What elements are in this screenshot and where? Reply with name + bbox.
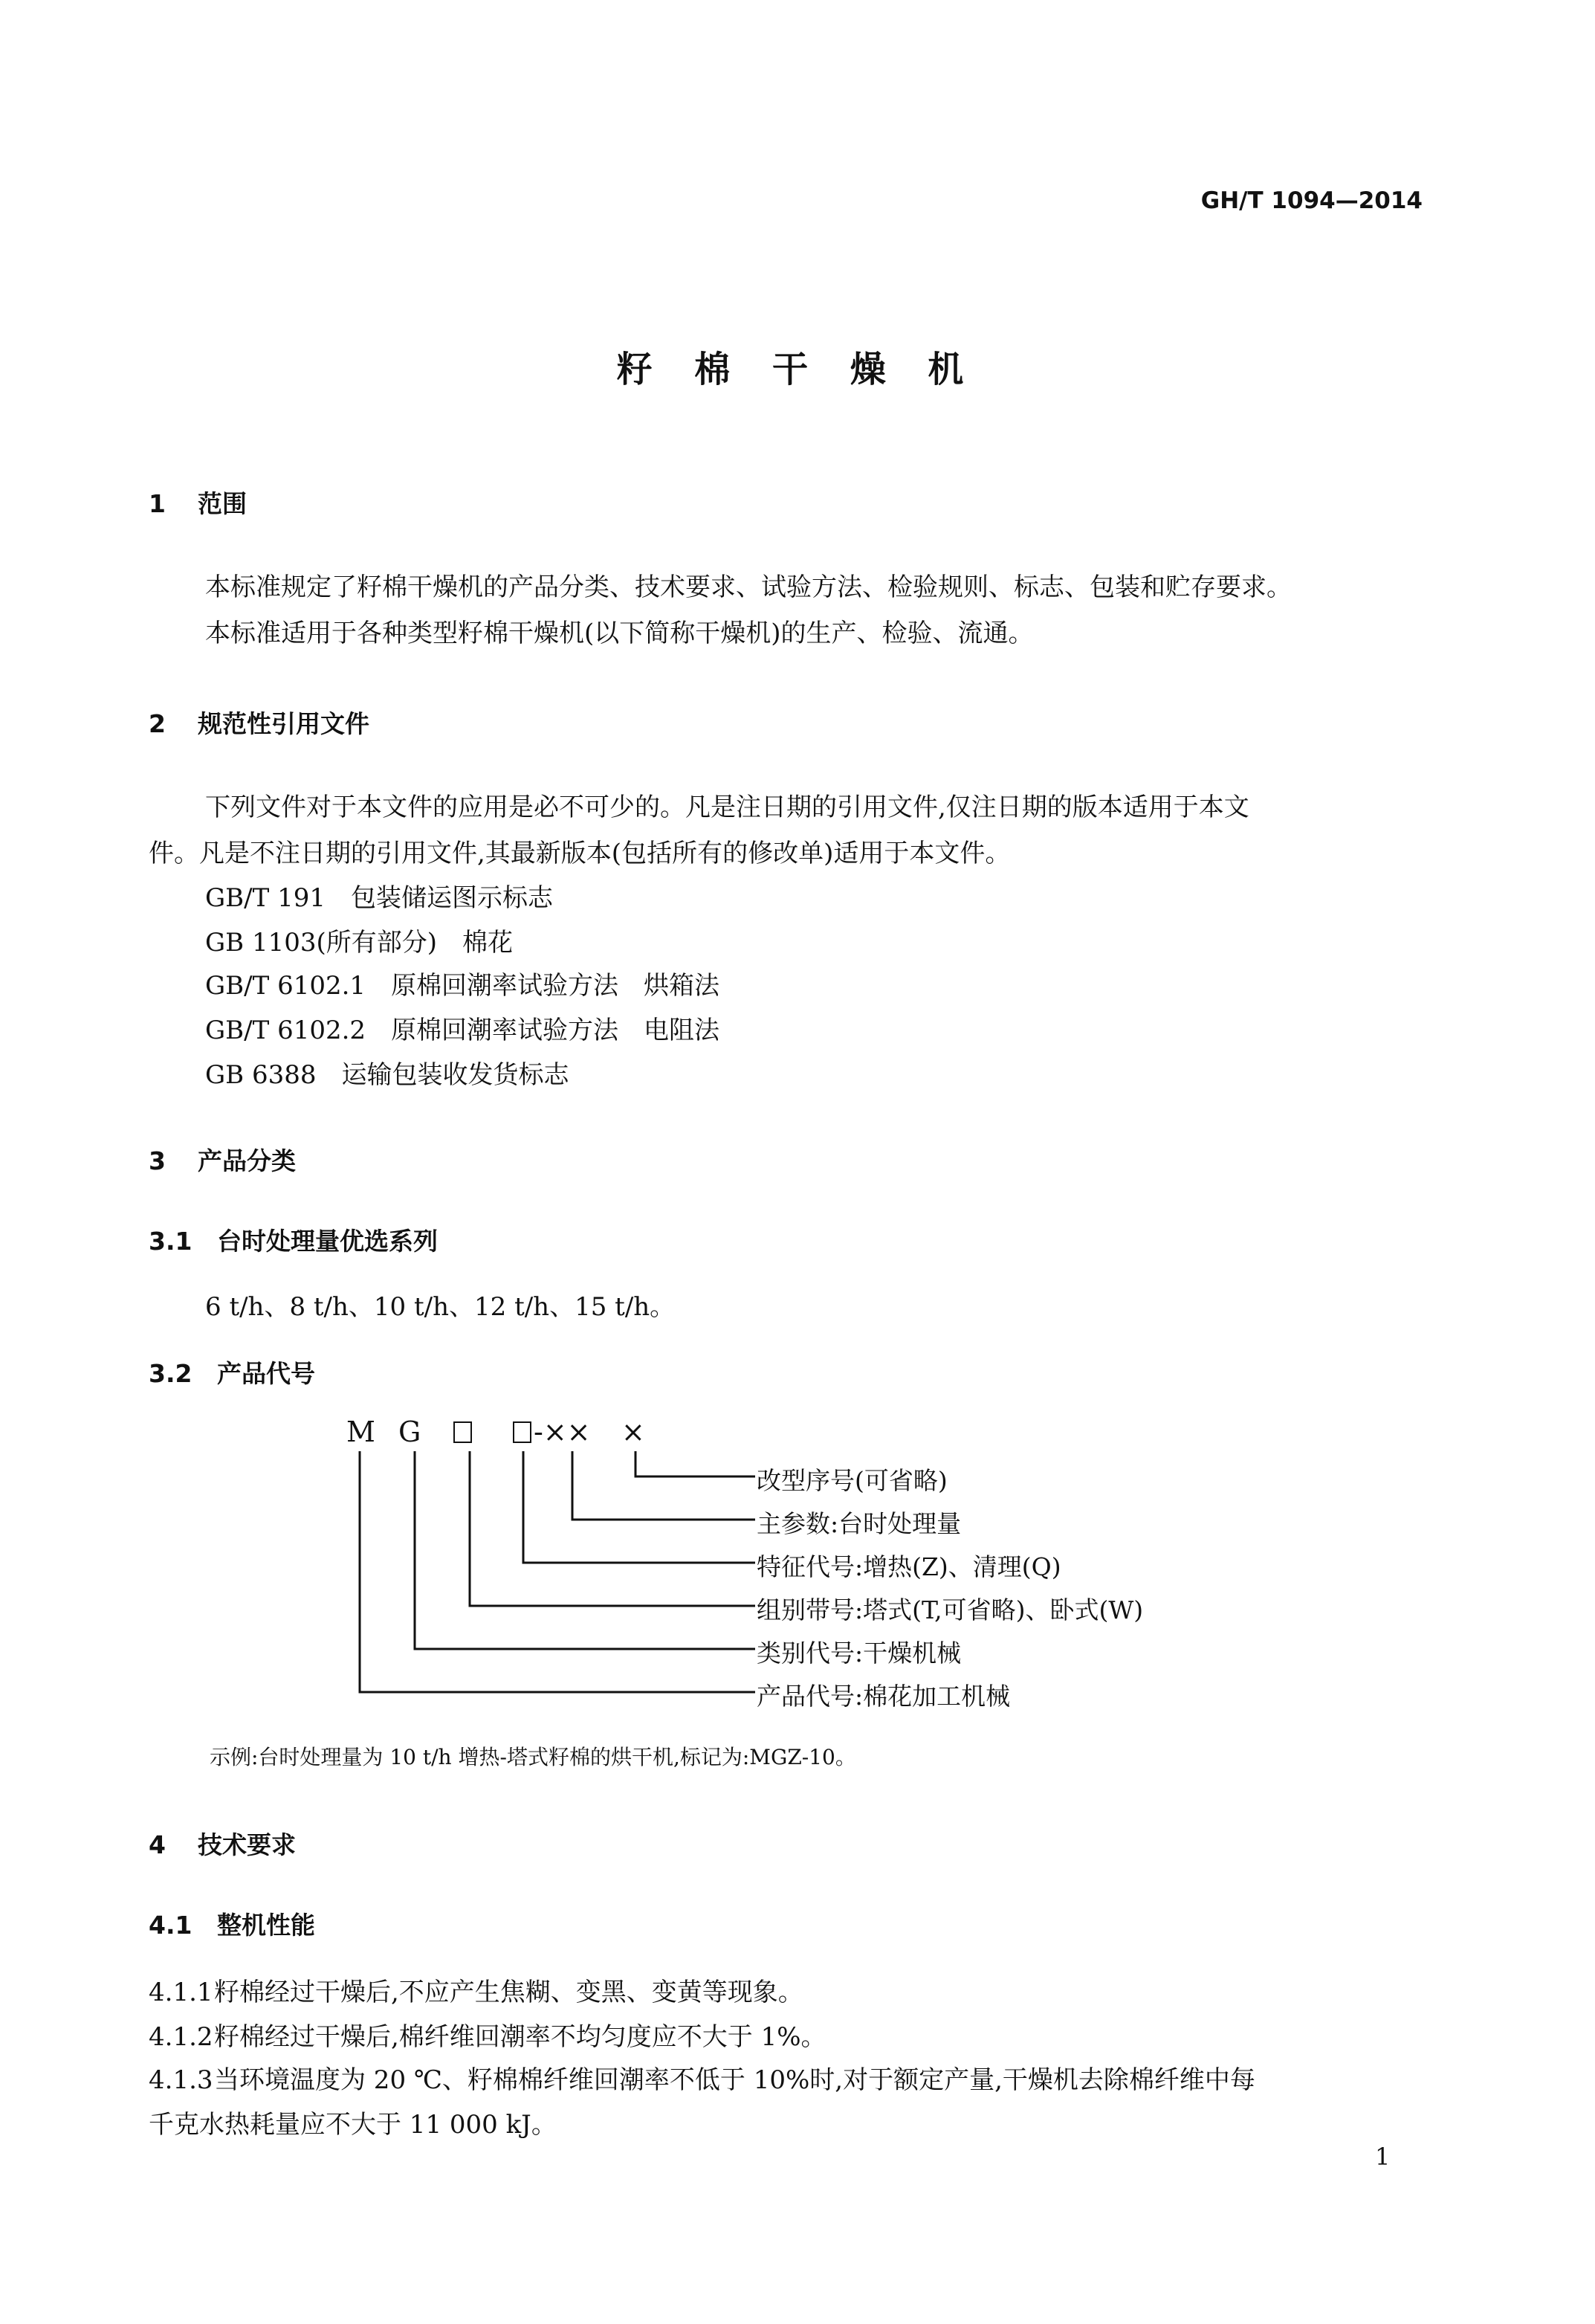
section-number: 1: [149, 489, 166, 518]
section-title: 台时处理量优选系列: [217, 1227, 438, 1256]
section-title: 技术要求: [198, 1830, 296, 1859]
leader-line: [470, 1451, 755, 1606]
page-title: 籽 棉 干 燥 机: [616, 349, 979, 390]
clause-number: 4.1.3: [149, 2065, 213, 2095]
leader-line: [523, 1451, 755, 1563]
reference-code: GB/T 6102.2: [205, 1016, 366, 1045]
section-number: 2: [149, 709, 166, 738]
section-number: 4.1: [149, 1911, 192, 1940]
paragraph: 本标准规定了籽棉干燥机的产品分类、技术要求、试验方法、检验规则、标志、包装和贮存要求。: [205, 572, 1292, 602]
leader-line: [572, 1451, 755, 1520]
clause-text: 籽棉经过干燥后,棉纤维回潮率不均匀度应不大于 1%。: [214, 2022, 826, 2052]
clause-number: 4.1.1: [149, 1978, 213, 2007]
section-title: 规范性引用文件: [198, 709, 369, 738]
leader-line: [635, 1451, 755, 1476]
clause-text: 籽棉经过干燥后,不应产生焦糊、变黑、变黄等现象。: [214, 1978, 803, 2007]
example-note: 示例:台时处理量为 10 t/h 增热-塔式籽棉的烘干机,标记为:MGZ-10。: [210, 1745, 856, 1769]
reference-code: GB/T 6102.1: [205, 971, 366, 1001]
subsection-4-1-heading: [149, 1906, 315, 1941]
reference-name: 原棉回潮率试验方法 电阻法: [391, 1016, 720, 1045]
section-title: 产品分类: [198, 1146, 296, 1175]
reference-name: 运输包装收发货标志: [341, 1060, 569, 1090]
reference-code: GB 6388: [205, 1060, 317, 1090]
section-number: 3.2: [149, 1359, 192, 1388]
reference-code: GB/T 191: [205, 883, 326, 913]
section-number: 3.1: [149, 1227, 192, 1256]
section-title: 整机性能: [217, 1911, 315, 1940]
clause-4-1-1: [149, 1972, 803, 2008]
reference-code: GB 1103(所有部分): [205, 928, 438, 958]
paragraph: 6 t/h、8 t/h、10 t/h、12 t/h、15 t/h。: [205, 1292, 676, 1322]
standard-number: GH/T 1094—2014: [1200, 187, 1423, 214]
code-char-x: ×: [621, 1416, 645, 1448]
code-label: 产品代号:棉花加工机械: [757, 1682, 1011, 1711]
section-4-heading: [149, 1826, 296, 1861]
section-title: 范围: [198, 489, 247, 518]
leader-line: [415, 1451, 755, 1649]
clause-4-1-2: [149, 2016, 826, 2053]
clause-number: 4.1.2: [149, 2022, 213, 2052]
clause-4-1-3-continued: 千克水热耗量应不大于 11 000 kJ。: [149, 2110, 557, 2140]
code-label: 组别带号:塔式(T,可省略)、卧式(W): [757, 1595, 1144, 1624]
section-number: 3: [149, 1146, 166, 1175]
leader-line: [360, 1451, 755, 1692]
code-label: 改型序号(可省略): [757, 1466, 948, 1495]
reference-name: 棉花: [462, 928, 514, 958]
code-char-m: M: [346, 1416, 375, 1448]
code-char-g: G: [398, 1416, 421, 1448]
section-title: 产品代号: [217, 1359, 315, 1388]
code-label: 特征代号:增热(Z)、清理(Q): [757, 1552, 1061, 1581]
paragraph: 本标准适用于各种类型籽棉干燥机(以下简称干燥机)的生产、检验、流通。: [205, 619, 1034, 648]
clause-4-1-3: [149, 2059, 1255, 2096]
section-number: 4: [149, 1830, 166, 1859]
page-number: 1: [1375, 2143, 1391, 2171]
code-label: 主参数:台时处理量: [757, 1509, 962, 1538]
paragraph: 下列文件对于本文件的应用是必不可少的。凡是注日期的引用文件,仅注日期的版本适用于本文: [205, 793, 1249, 822]
code-label: 类别代号:干燥机械: [757, 1639, 962, 1668]
paragraph: 件。凡是不注日期的引用文件,其最新版本(包括所有的修改单)适用于本文件。: [149, 839, 1011, 868]
reference-name: 原棉回潮率试验方法 烘箱法: [391, 971, 720, 1001]
clause-text: 当环境温度为 20 ℃、籽棉棉纤维回潮率不低于 10%时,对于额定产量,干燥机去除棉纤维中每: [214, 2065, 1255, 2095]
code-char-xx: -××: [534, 1416, 591, 1448]
reference-name: 包装储运图示标志: [350, 883, 553, 913]
